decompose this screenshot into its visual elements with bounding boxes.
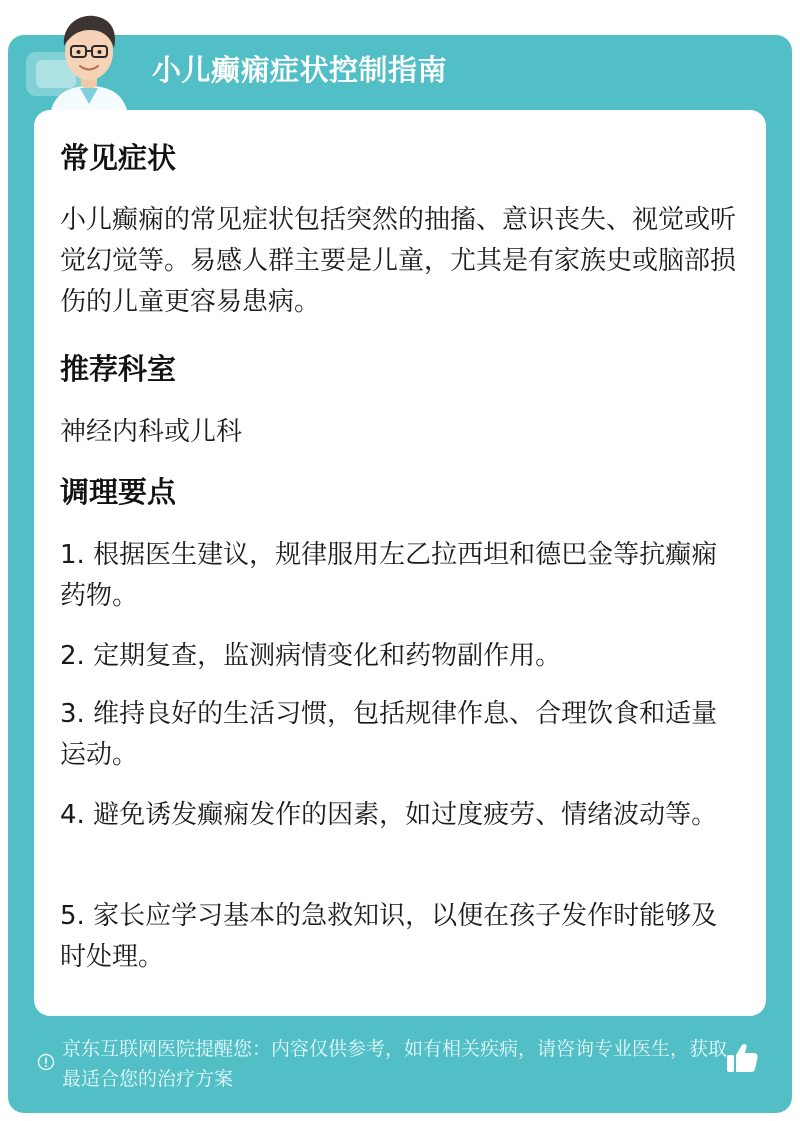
info-icon xyxy=(37,1053,55,1071)
footer xyxy=(0,1030,800,1110)
disclaimer-text: 京东互联网医院提醒您：内容仅供参考，如有相关疾病，请咨询专业医生，获取最适合您的治疗方案 xyxy=(62,1038,728,1090)
care-item-5: 5. 家长应学习基本的急救知识，以便在孩子发作时能够及时处理。 xyxy=(60,901,718,972)
care-item-3: 3. 维持良好的生活习惯，包括规律作息、合理饮食和适量运动。 xyxy=(60,699,718,770)
thumbs-up-icon[interactable] xyxy=(724,1040,760,1076)
section-title-department: 推荐科室 xyxy=(60,352,177,386)
care-item-1: 1. 根据医生建议，规律服用左乙拉西坦和德巴金等抗癫痫药物。 xyxy=(60,540,718,611)
symptoms-text: 小儿癫痫的常见症状包括突然的抽搐、意识丧失、视觉或听觉幻觉等。易感人群主要是儿童，尤其是有家族史或脑部损伤的儿童更容易患病。 xyxy=(60,205,737,317)
care-item-4: 4. 避免诱发癫痫发作的因素，如过度疲劳、情绪波动等。 xyxy=(60,800,718,830)
content-card xyxy=(34,110,766,1016)
page-title: 小儿癫痫症状控制指南 xyxy=(152,53,448,87)
department-text: 神经内科或儿科 xyxy=(60,417,243,447)
doctor-avatar xyxy=(44,6,134,114)
section-title-symptoms: 常见症状 xyxy=(60,141,177,175)
care-item-2: 2. 定期复查，监测病情变化和药物副作用。 xyxy=(60,641,562,671)
section-title-care-points: 调理要点 xyxy=(60,475,177,509)
